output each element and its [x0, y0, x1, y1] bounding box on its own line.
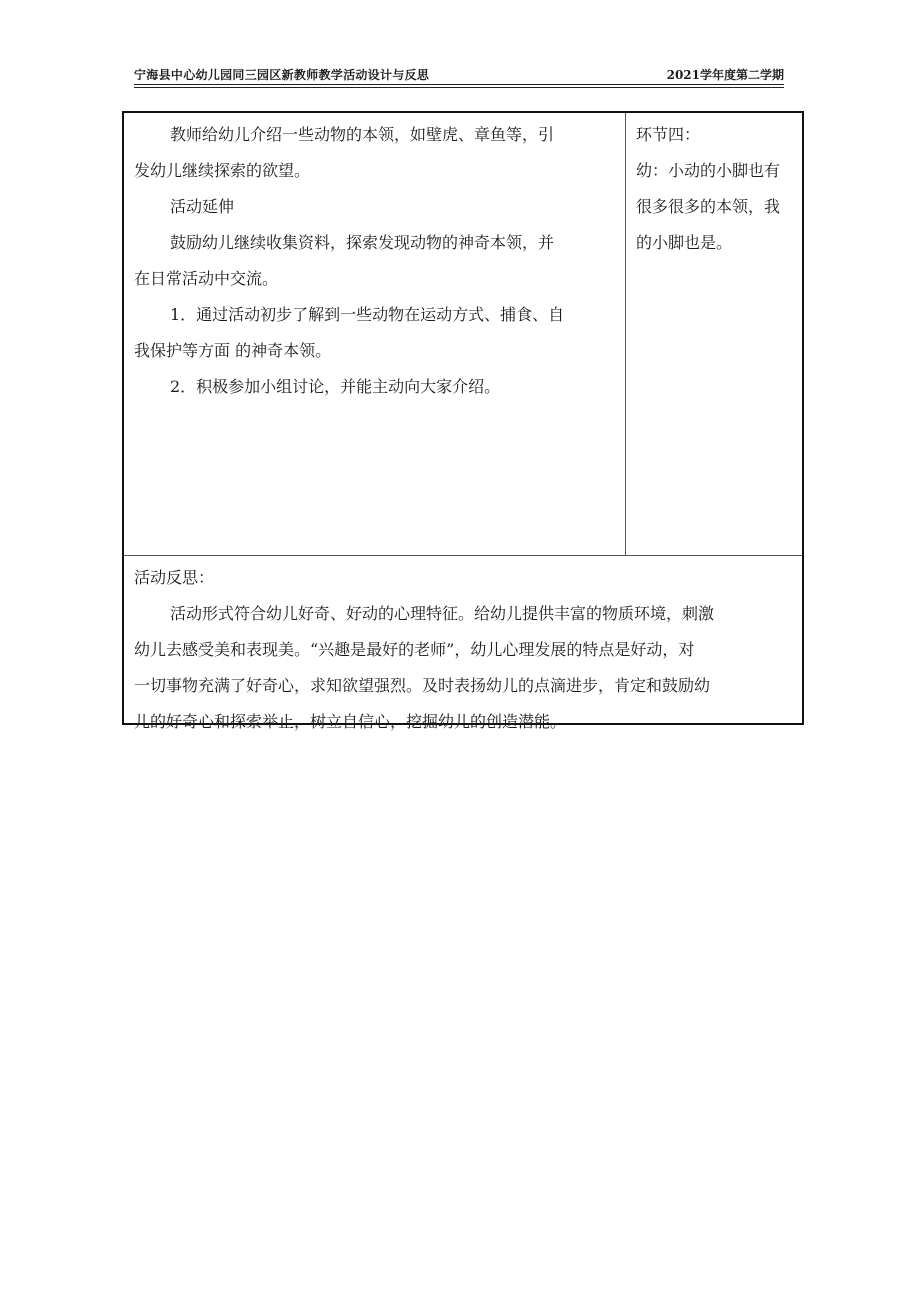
intent-line: 很多很多的本领，我	[636, 197, 781, 216]
lesson-table	[122, 111, 804, 731]
section-heading-extension: 活动延伸	[170, 197, 235, 216]
intent-line: 的小脚也是。	[636, 233, 733, 252]
paragraph-line: 发幼儿继续探索的欲望。	[134, 161, 311, 180]
header-rule-top	[134, 84, 784, 85]
design-intent-text	[636, 117, 798, 261]
goal-item-1: 1．通过活动初步了解到一些动物在运动方式、捕食、自	[170, 305, 565, 324]
header-rule-bottom	[134, 87, 784, 88]
paragraph-line: 鼓励幼儿继续收集资料，探索发现动物的神奇本领，并	[170, 233, 555, 252]
reflection-title: 活动反思：	[134, 568, 215, 587]
reflection-line: 一切事物充满了好奇心，求知欲望强烈。及时表扬幼儿的点滴进步，肯定和鼓励幼	[134, 676, 711, 695]
activity-process-cell	[124, 113, 626, 555]
intent-line: 幼：小动的小脚也有	[636, 161, 781, 180]
stage-label: 环节四：	[636, 125, 701, 144]
reflection-line: 儿的好奇心和探索举止，树立自信心，挖掘幼儿的创造潜能。	[134, 712, 567, 731]
paragraph-line: 教师给幼儿介绍一些动物的本领，如壁虎、章鱼等，引	[170, 125, 555, 144]
goal-item-1-continued: 我保护等方面 的神奇本领。	[134, 341, 332, 360]
design-intent-cell	[626, 113, 802, 555]
header-title: 宁海县中心幼儿园同三园区新教师教学活动设计与反思	[134, 68, 430, 82]
goal-item-2: 2．积极参加小组讨论，并能主动向大家介绍。	[170, 377, 501, 396]
header-term: 2021学年度第二学期	[666, 68, 784, 82]
reflection-line: 活动形式符合幼儿好奇、好动的心理特征。给幼儿提供丰富的物质环境，刺激	[170, 604, 715, 623]
activity-row	[124, 113, 802, 556]
page-header	[134, 66, 784, 88]
paragraph-line: 在日常活动中交流。	[134, 269, 279, 288]
reflection-row	[124, 556, 802, 731]
reflection-line: 幼儿去感受美和表现美。“兴趣是最好的老师”，幼儿心理发展的特点是好动，对	[134, 640, 695, 659]
